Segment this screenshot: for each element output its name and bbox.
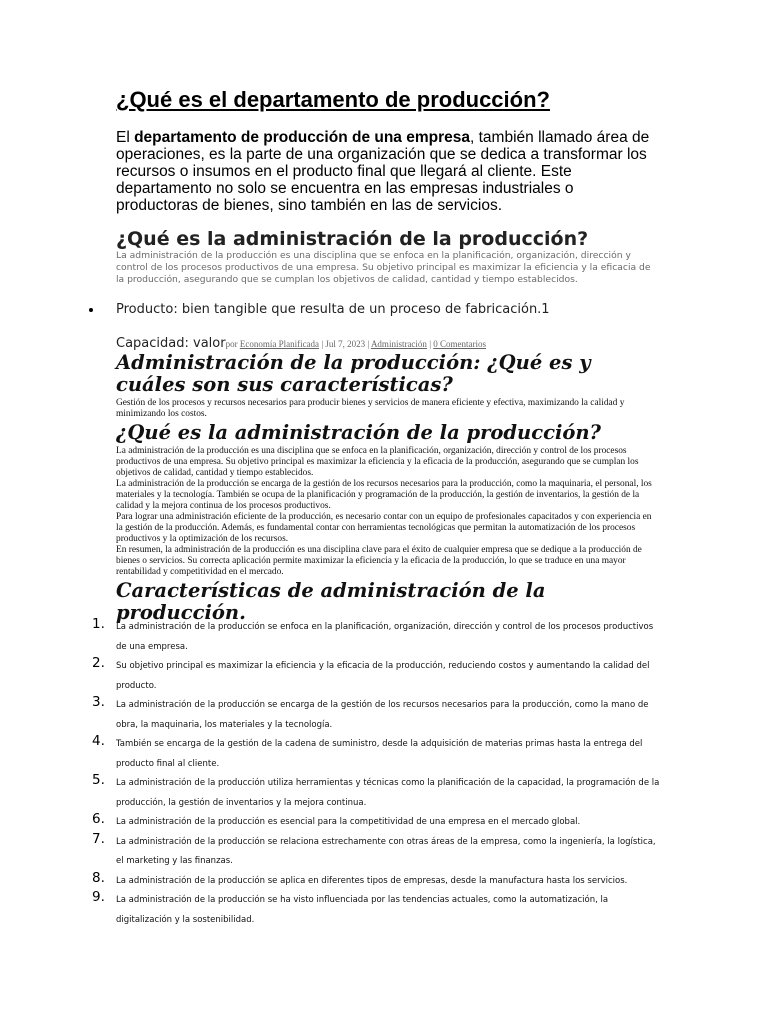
article-paragraph-4: En resumen, la administración de la producción es una disciplina clave para el éxito de cualquier empresa que se dedique a la producción de bienes o servicios. Su correcta aplicación permite maximizar la eficiencia y la eficacia de la producción, lo que se traduce en una mayor rentabilidad y competitividad en el mercado. xyxy=(116,544,642,577)
admin-definition: La administración de la producción es una disciplina que se enfoca en la planificación, organización, dirección y control de los procesos productivos de una empresa. Su objetivo principal es maximizar la eficiencia y la eficacia de la producción, asegurando que se cumplan los objetivos de calidad, cantidad y tiempo establecidos. xyxy=(116,250,651,286)
list-item xyxy=(92,657,664,696)
comments-link[interactable]: 0 Comentarios xyxy=(433,338,486,349)
list-item xyxy=(92,696,664,735)
document-page xyxy=(116,86,656,624)
list-text: La administración de la producción es esencial para la competitividad de una empresa en el mercado global. xyxy=(116,817,581,827)
list-item xyxy=(92,813,664,833)
intro-bold: departamento de producción de una empresa xyxy=(134,129,471,146)
bullet-item xyxy=(116,301,656,319)
list-text: También se encarga de la gestión de la cadena de suministro, desde la adquisición de materias primas hasta la entrega del producto final al cliente. xyxy=(116,739,643,769)
page-title: ¿Qué es el departamento de producción? xyxy=(116,87,550,112)
bullet-text: Producto: bien tangible que resulta de un proceso de fabricación.1 xyxy=(116,301,550,317)
characteristics-heading: Características de administración de la producción. xyxy=(116,578,546,624)
bullet-dot-icon xyxy=(89,308,93,312)
intro-suffix: , también llamado área de operaciones, es la parte de una organización que se dedica a transformar los recursos o insumos en el producto final que llegará al cliente. Este departamento no solo se encuentra en las empresas industriales o productoras de bienes, sino también en las de servicios. xyxy=(116,129,650,214)
list-number: 6. xyxy=(92,811,105,827)
list-text: La administración de la producción se relaciona estrechamente con otras áreas de la empresa, como la ingeniería, la logística, el marketing y las finanzas. xyxy=(116,836,656,866)
list-text: La administración de la producción se encarga de la gestión de los recursos necesarios para la producción, como la mano de obra, la maquinaria, los materiales y la tecnología. xyxy=(116,700,649,730)
list-item xyxy=(92,891,664,930)
bullet-list xyxy=(116,301,656,319)
list-item xyxy=(92,735,664,774)
article-title: Administración de la producción: ¿Qué es y cuáles son sus características? xyxy=(116,350,591,396)
list-text: La administración de la producción se ha visto influenciada por las tendencias actuales, como la automatización, la digitalización y la sostenibilidad. xyxy=(116,895,609,925)
admin-heading: ¿Qué es la administración de la producción? xyxy=(116,228,589,250)
capacidad-text: Capacidad: valor xyxy=(116,335,226,351)
meta-separator: | xyxy=(426,338,434,349)
list-text: Su objetivo principal es maximizar la eficiencia y la eficacia de la producción, reduciendo costos y aumentando la calidad del producto. xyxy=(116,661,650,691)
list-item xyxy=(92,830,664,872)
list-number: 5. xyxy=(92,772,105,788)
post-meta xyxy=(116,335,656,352)
article-subheading: ¿Qué es la administración de la producción? xyxy=(116,420,601,444)
list-item xyxy=(92,869,664,892)
list-number: 2. xyxy=(92,655,105,671)
intro-prefix: El xyxy=(116,129,135,146)
article-paragraph-2: La administración de la producción se encarga de la gestión de los recursos necesarios para la producción, como la maquinaria, el personal, los materiales y la tecnología. También se ocupa de la planificación y programación de la producción, la gestión de inventarios, la gestión de la calidad y la mejora continua de los procesos productivos. xyxy=(116,478,652,511)
list-number: 8. xyxy=(92,869,105,886)
section-link[interactable]: Administración xyxy=(370,338,427,349)
list-number: 4. xyxy=(92,733,105,749)
article-paragraph-3: Para lograr una administración eficiente de la producción, es necesario contar con un equipo de profesionales capacitados y con experiencia en la gestión de la producción. Además, es fundamental contar con herramientas tecnológicas que permitan la automatización de los procesos productivos y la optimización de los recursos. xyxy=(116,511,652,544)
intro-paragraph xyxy=(116,129,656,214)
list-number: 1. xyxy=(92,616,105,632)
list-number: 9. xyxy=(92,889,105,905)
category-link[interactable]: Economía Planificada xyxy=(239,338,320,349)
meta-por: por xyxy=(225,338,240,349)
characteristics-list xyxy=(92,618,664,930)
list-number: 7. xyxy=(92,830,105,847)
list-text: La administración de la producción se enfoca en la planificación, organización, dirección y control de los procesos productivos de una empresa. xyxy=(116,622,654,652)
article-paragraph-1: La administración de la producción es una disciplina que se enfoca en la planificación, organización, dirección y control de los procesos productivos de una empresa. Su objetivo principal es maximizar la eficiencia y la eficacia de la producción, asegurando que se cumplan los objetivos de calidad, cantidad y tiempo establecidos. xyxy=(116,445,639,478)
article-lead: Gestión de los procesos y recursos necesarios para producir bienes y servicios de manera eficiente y efectiva, maximizando la calidad y minimizando los costos. xyxy=(116,397,625,419)
list-text: La administración de la producción se aplica en diferentes tipos de empresas, desde la manufactura hasta los servicios. xyxy=(116,875,628,886)
list-text: La administración de la producción utiliza herramientas y técnicas como la planificación de la capacidad, la programación de la producción, la gestión de inventarios y la mejora continua. xyxy=(116,778,660,808)
list-item xyxy=(92,618,664,657)
list-item xyxy=(92,774,664,813)
post-date: | Jul 7, 2023 | xyxy=(319,338,371,349)
list-number: 3. xyxy=(92,694,105,710)
